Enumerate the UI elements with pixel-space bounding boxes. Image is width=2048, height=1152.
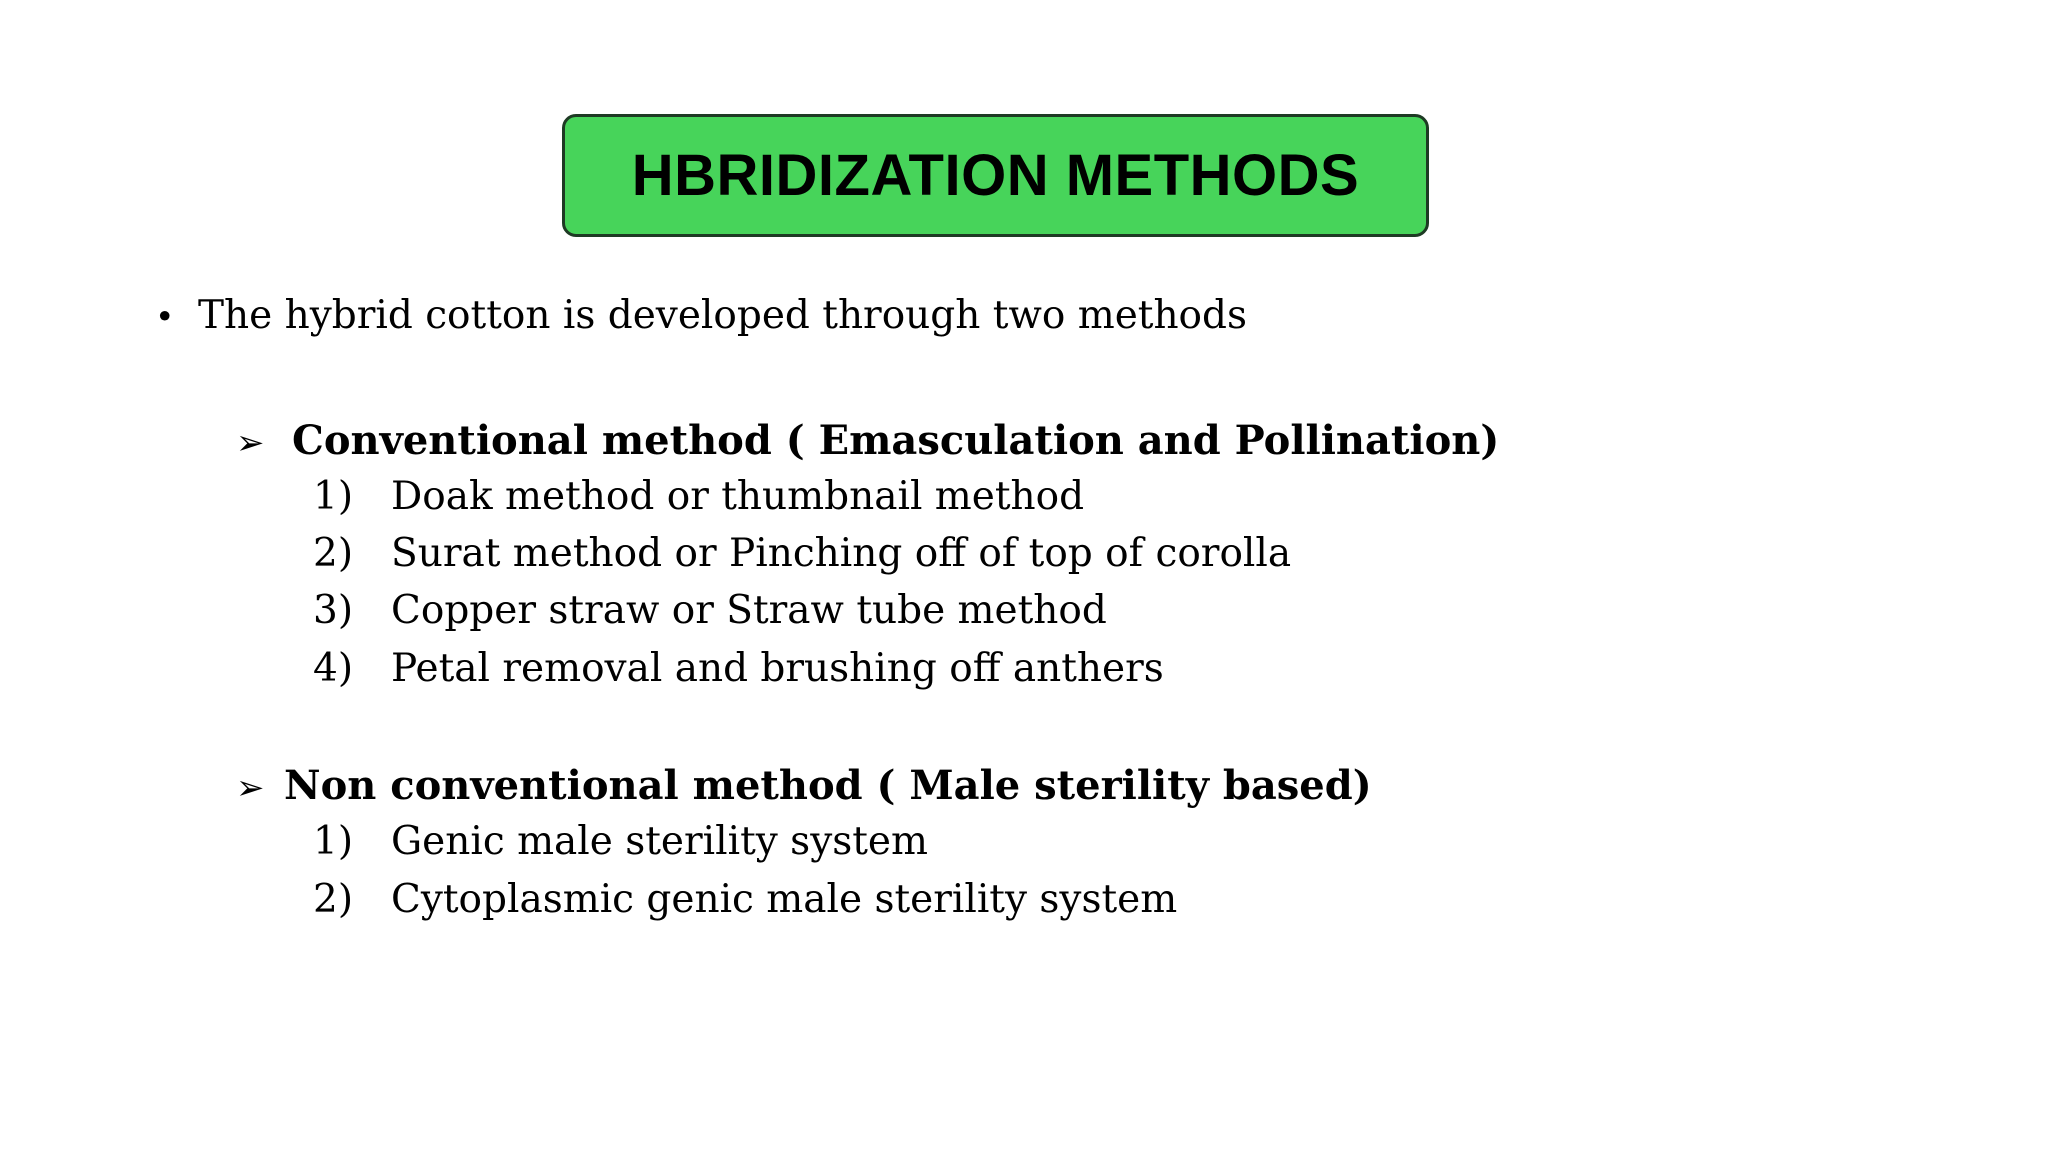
slide-title: HBRIDIZATION METHODS	[631, 143, 1360, 208]
section-label: Non conventional method ( Male sterility based)	[284, 762, 1372, 809]
list-item	[313, 531, 1291, 576]
list-item	[313, 588, 1107, 633]
item-number: 3)	[313, 588, 354, 633]
list-item	[313, 474, 1084, 519]
arrow-bullet-icon: ➢	[236, 768, 265, 808]
item-number: 1)	[313, 474, 354, 519]
bullet-dot-icon: •	[155, 297, 175, 336]
section-label: Conventional method ( Emasculation and Pollination)	[292, 417, 1500, 464]
item-text: Petal removal and brushing off anthers	[391, 646, 1164, 691]
item-text: Copper straw or Straw tube method	[391, 588, 1107, 633]
section-non-conventional	[236, 762, 1372, 809]
item-text: Genic male sterility system	[391, 819, 928, 864]
intro-bullet	[155, 293, 1247, 338]
item-number: 4)	[313, 646, 354, 691]
list-item	[313, 819, 928, 864]
item-text: Surat method or Pinching off of top of corolla	[391, 531, 1292, 576]
item-number: 2)	[313, 877, 354, 922]
list-item	[313, 877, 1177, 922]
list-item	[313, 646, 1164, 691]
section-conventional	[236, 417, 1499, 464]
item-text: Cytoplasmic genic male sterility system	[391, 877, 1178, 922]
arrow-bullet-icon: ➢	[236, 423, 265, 463]
title-box	[562, 114, 1429, 237]
item-number: 1)	[313, 819, 354, 864]
item-number: 2)	[313, 531, 354, 576]
intro-text: The hybrid cotton is developed through two methods	[198, 293, 1248, 338]
item-text: Doak method or thumbnail method	[391, 474, 1085, 519]
